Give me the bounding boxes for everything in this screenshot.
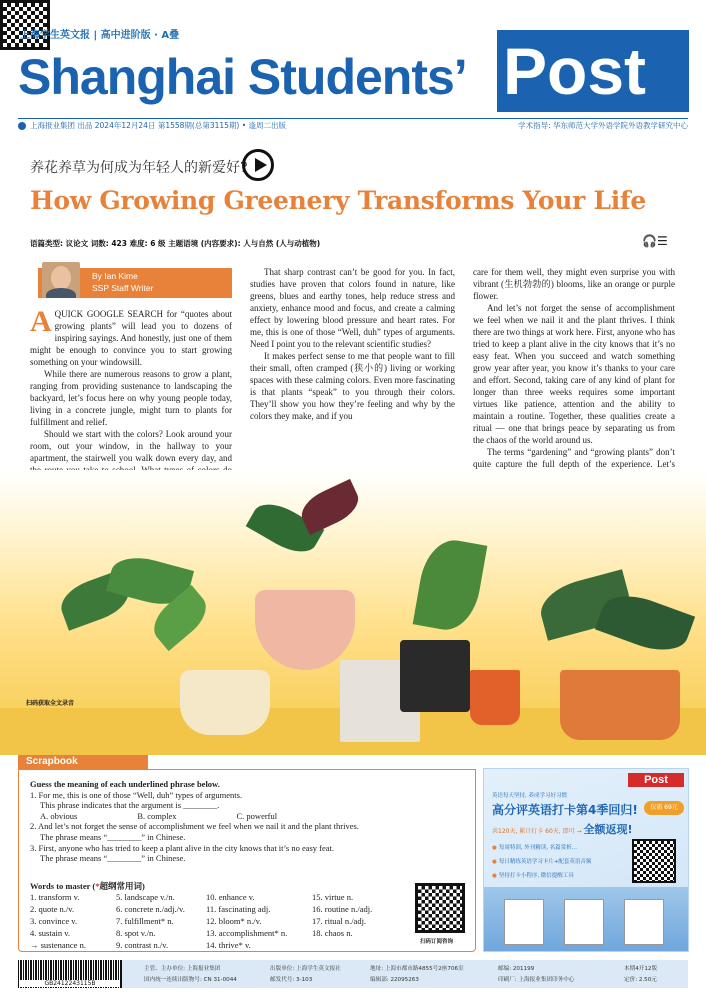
option-c: C. powerful [236, 810, 278, 821]
publisher-logo-icon [18, 122, 26, 130]
word-item: 17. ritual n./adj. [312, 916, 367, 926]
footer-info: 地址: 上海市都市路4855号2座706室 [370, 966, 464, 972]
paragraph: It makes perfect sense to me that people want to fill their small, often cramped (狭小的) living or working spaces with these calming colors. Even more fascinating is that plants “speak” to you through their colors. They’ll show you how they’re feeling and why by the colors they make, and if you [250, 351, 455, 421]
edition-label: 上海学生英文报 | 高中进阶版 · A叠 [20, 30, 180, 41]
book-icon [564, 899, 604, 945]
masthead [0, 0, 706, 118]
scrapbook-heading: Guess the meaning of each underlined phrase below. [30, 779, 220, 789]
word-item: 6. concrete n./adj./v. [116, 904, 185, 914]
paragraph: And let’s not forget the sense of accomplishment we feel when we nail it and the plant thrives. I think there are two things at work here. First, anyone who has tried to keep a plant alive in the city knows that it’s no easy feat. When you succeed and watch something grow year after year, you know it’s thanks to your care and effort. Second, taking care of any kind of plant for longer than three weeks requires some important virtues like patience, attention and the ability to maintain a routine. Together, these qualities create a ritual — one that brings peace by separating us from the chaos of the world around us. [473, 303, 675, 445]
question-3: 3. First, anyone who has tried to keep a plant alive in the city knows that it’s no easy feat. [30, 842, 335, 853]
author-avatar [42, 262, 80, 298]
words-list [30, 891, 410, 951]
black-pot [400, 640, 470, 712]
paragraph: A QUICK GOOGLE SEARCH for “quotes about growing plants” will lead you to dozens of inspiring sayings. And honestly, just one of them might be enough to convince you to start growing something on your windowsill. [30, 305, 232, 367]
word-item: 14. thrive* v. [206, 940, 251, 950]
flower-pot [180, 670, 270, 735]
leaf [413, 535, 488, 634]
play-audio-icon[interactable] [242, 149, 274, 181]
footer-info: 出版单位: 上海学生英文报社 [270, 966, 341, 972]
drop-cap: A [30, 305, 52, 338]
ad-qr-code[interactable] [632, 839, 676, 883]
chinese-question: 养花养草为何成为年轻人的新爱好? [30, 160, 248, 176]
word-item: 3. convince v. [30, 916, 78, 926]
publisher-line: 上海报业集团 出品 2024年12月24日 第1558期(总第3115期) • 逢周二出版 [30, 121, 287, 130]
advertisement[interactable] [483, 768, 689, 952]
ad-subtitle: 英语每天坚持, 养成学习好习惯 [492, 793, 567, 799]
question-1-prompt: This phrase indicates that the argument is ________. [40, 800, 220, 811]
article-column-2 [250, 266, 455, 422]
option-b: B. complex [137, 810, 177, 821]
words-title: Words to master (*超纲常用词) [30, 881, 145, 891]
question-3-prompt: The phrase means “________” in Chinese. [40, 853, 186, 864]
paragraph: The terms “gardening” and “growing plants” don’t quite capture the full depth of the experience. Let’s [473, 447, 675, 469]
ad-price-badge: 仅需 69元 [644, 801, 684, 815]
word-item [312, 939, 412, 951]
info-bar [18, 118, 688, 132]
footer-info: 国内统一连续出版物号: CN 31-0044 [144, 977, 237, 983]
word-item: 13. accomplishment* n. [206, 928, 288, 938]
terracotta-pot [470, 670, 520, 725]
large-pot [560, 670, 680, 740]
footer-info: 邮发代号: 3-103 [270, 977, 313, 983]
word-item: 15. virtue n. [312, 892, 354, 902]
ad-feature: ● 坚持打卡小程序, 微信提醒工具 [492, 869, 622, 883]
footer-info: 本期4开12版 [624, 966, 658, 972]
word-item: 18. chaos n. [312, 928, 353, 938]
academic-guidance: 学术指导: 华东师范大学外语学院外语教学研究中心 [518, 121, 688, 130]
scrapbook-questions [30, 779, 470, 864]
ad-feature: ● 每日精练英语学习卡片+配套英语音频 [492, 855, 622, 869]
footer-info: 定价: 2.50元 [624, 977, 657, 983]
question-2: 2. And let’s not forget the sense of accomplishment we feel when we nail it and the plant thrives. [30, 821, 359, 832]
headphones-icon[interactable]: 🎧☰ [642, 234, 668, 248]
word-item: → sustenance n. [30, 940, 86, 950]
paragraph: That sharp contrast can’t be good for you. In fact, studies have proven that colors found in nature, like greens, blues and earthy tones, help reduce stress and anxiety, enhance mood and focus, and create a calming effect by lowering blood pressure and heart rates. For me, this is one of those “Well, duh” types of arguments. Need I point you to the relevant scientific studies? [250, 267, 455, 349]
word-item: 8. spot v./n. [116, 928, 156, 938]
author-name: By Ian Kime [92, 271, 138, 281]
question-1-options [30, 811, 470, 822]
option-a: A. obvious [40, 810, 78, 821]
footer-info: 编辑部: 22095263 [370, 977, 419, 983]
plants-photo [0, 470, 706, 755]
footer-info: 印刷厂: 上海报业集团印务中心 [498, 977, 575, 983]
word-item: 5. landscape v./n. [116, 892, 175, 902]
question-1: 1. For me, this is one of those “Well, duh” types of arguments. [30, 789, 243, 800]
barcode-number: GB2412243115B [20, 980, 120, 987]
brand-name: Shanghai Students’ [18, 49, 467, 105]
paragraph: While there are numerous reasons to grow a plant, ranging from providing sustenance to landscaping the backyard, let’s focus here on why young people today, living in a concrete jungle, might turn to plants for fulfillment and relief. [30, 369, 232, 427]
qr-caption: 扫码订阅咨询 [420, 939, 454, 945]
word-item: 4. sustain v. [30, 928, 71, 938]
paragraph: Should we start with the colors? Look around your room, out your window, in the hallway to your apartment, the stairwell you walk down every day, and [30, 429, 232, 463]
ad-title: 高分评英语打卡第4季回归! [492, 803, 638, 817]
word-item: 12. bloom* n./v. [206, 916, 262, 926]
word-item: 2. quote n./v. [30, 904, 75, 914]
ad-promo: 共120天, 累计打卡 60天, 即可 → 全额返现! [492, 823, 633, 836]
word-item: 1. transform v. [30, 892, 80, 902]
question-2-prompt: The phrase means “________” in Chinese. [40, 831, 186, 842]
book-icon [624, 899, 664, 945]
footer-info: 主管、主办单位: 上海报业集团 [144, 966, 221, 972]
word-item: 16. routine n./adj. [312, 904, 373, 914]
word-item: 11. fascinating adj. [206, 904, 271, 914]
footer [18, 960, 688, 988]
leaf [296, 479, 365, 535]
ad-post-logo: Post [628, 773, 684, 787]
qr-code-subscribe[interactable] [415, 883, 465, 933]
word-item: 7. fulfillment* n. [116, 916, 174, 926]
paragraph: care for them well, they might even surprise you with vibrant (生机勃勃的) blooms, like an orange or purple flower. [473, 267, 675, 301]
ad-feature: ● 每周特训, 外刊精读, 名篇赏析... [492, 841, 622, 855]
word-item: 10. enhance v. [206, 892, 255, 902]
book-icon [504, 899, 544, 945]
article-headline: How Growing Greenery Transforms Your Life [30, 186, 646, 215]
qr-caption: 扫码获取全文录音 [26, 700, 75, 707]
brand-post-logo: Post [497, 30, 689, 112]
byline [38, 268, 232, 298]
article-meta: 语篇类型: 议论文 词数: 423 难度: 6 级 主题语境 (内容要求): 人与自然 (人与动植物) [30, 239, 321, 248]
footer-info: 邮编: 201199 [498, 966, 535, 972]
hanging-pot [255, 590, 355, 670]
ad-feature-list [492, 841, 622, 883]
scrapbook-tab: Scrapbook [18, 755, 148, 769]
author-role: SSP Staff Writer [92, 283, 154, 293]
word-item: 9. contrast n./v. [116, 940, 169, 950]
